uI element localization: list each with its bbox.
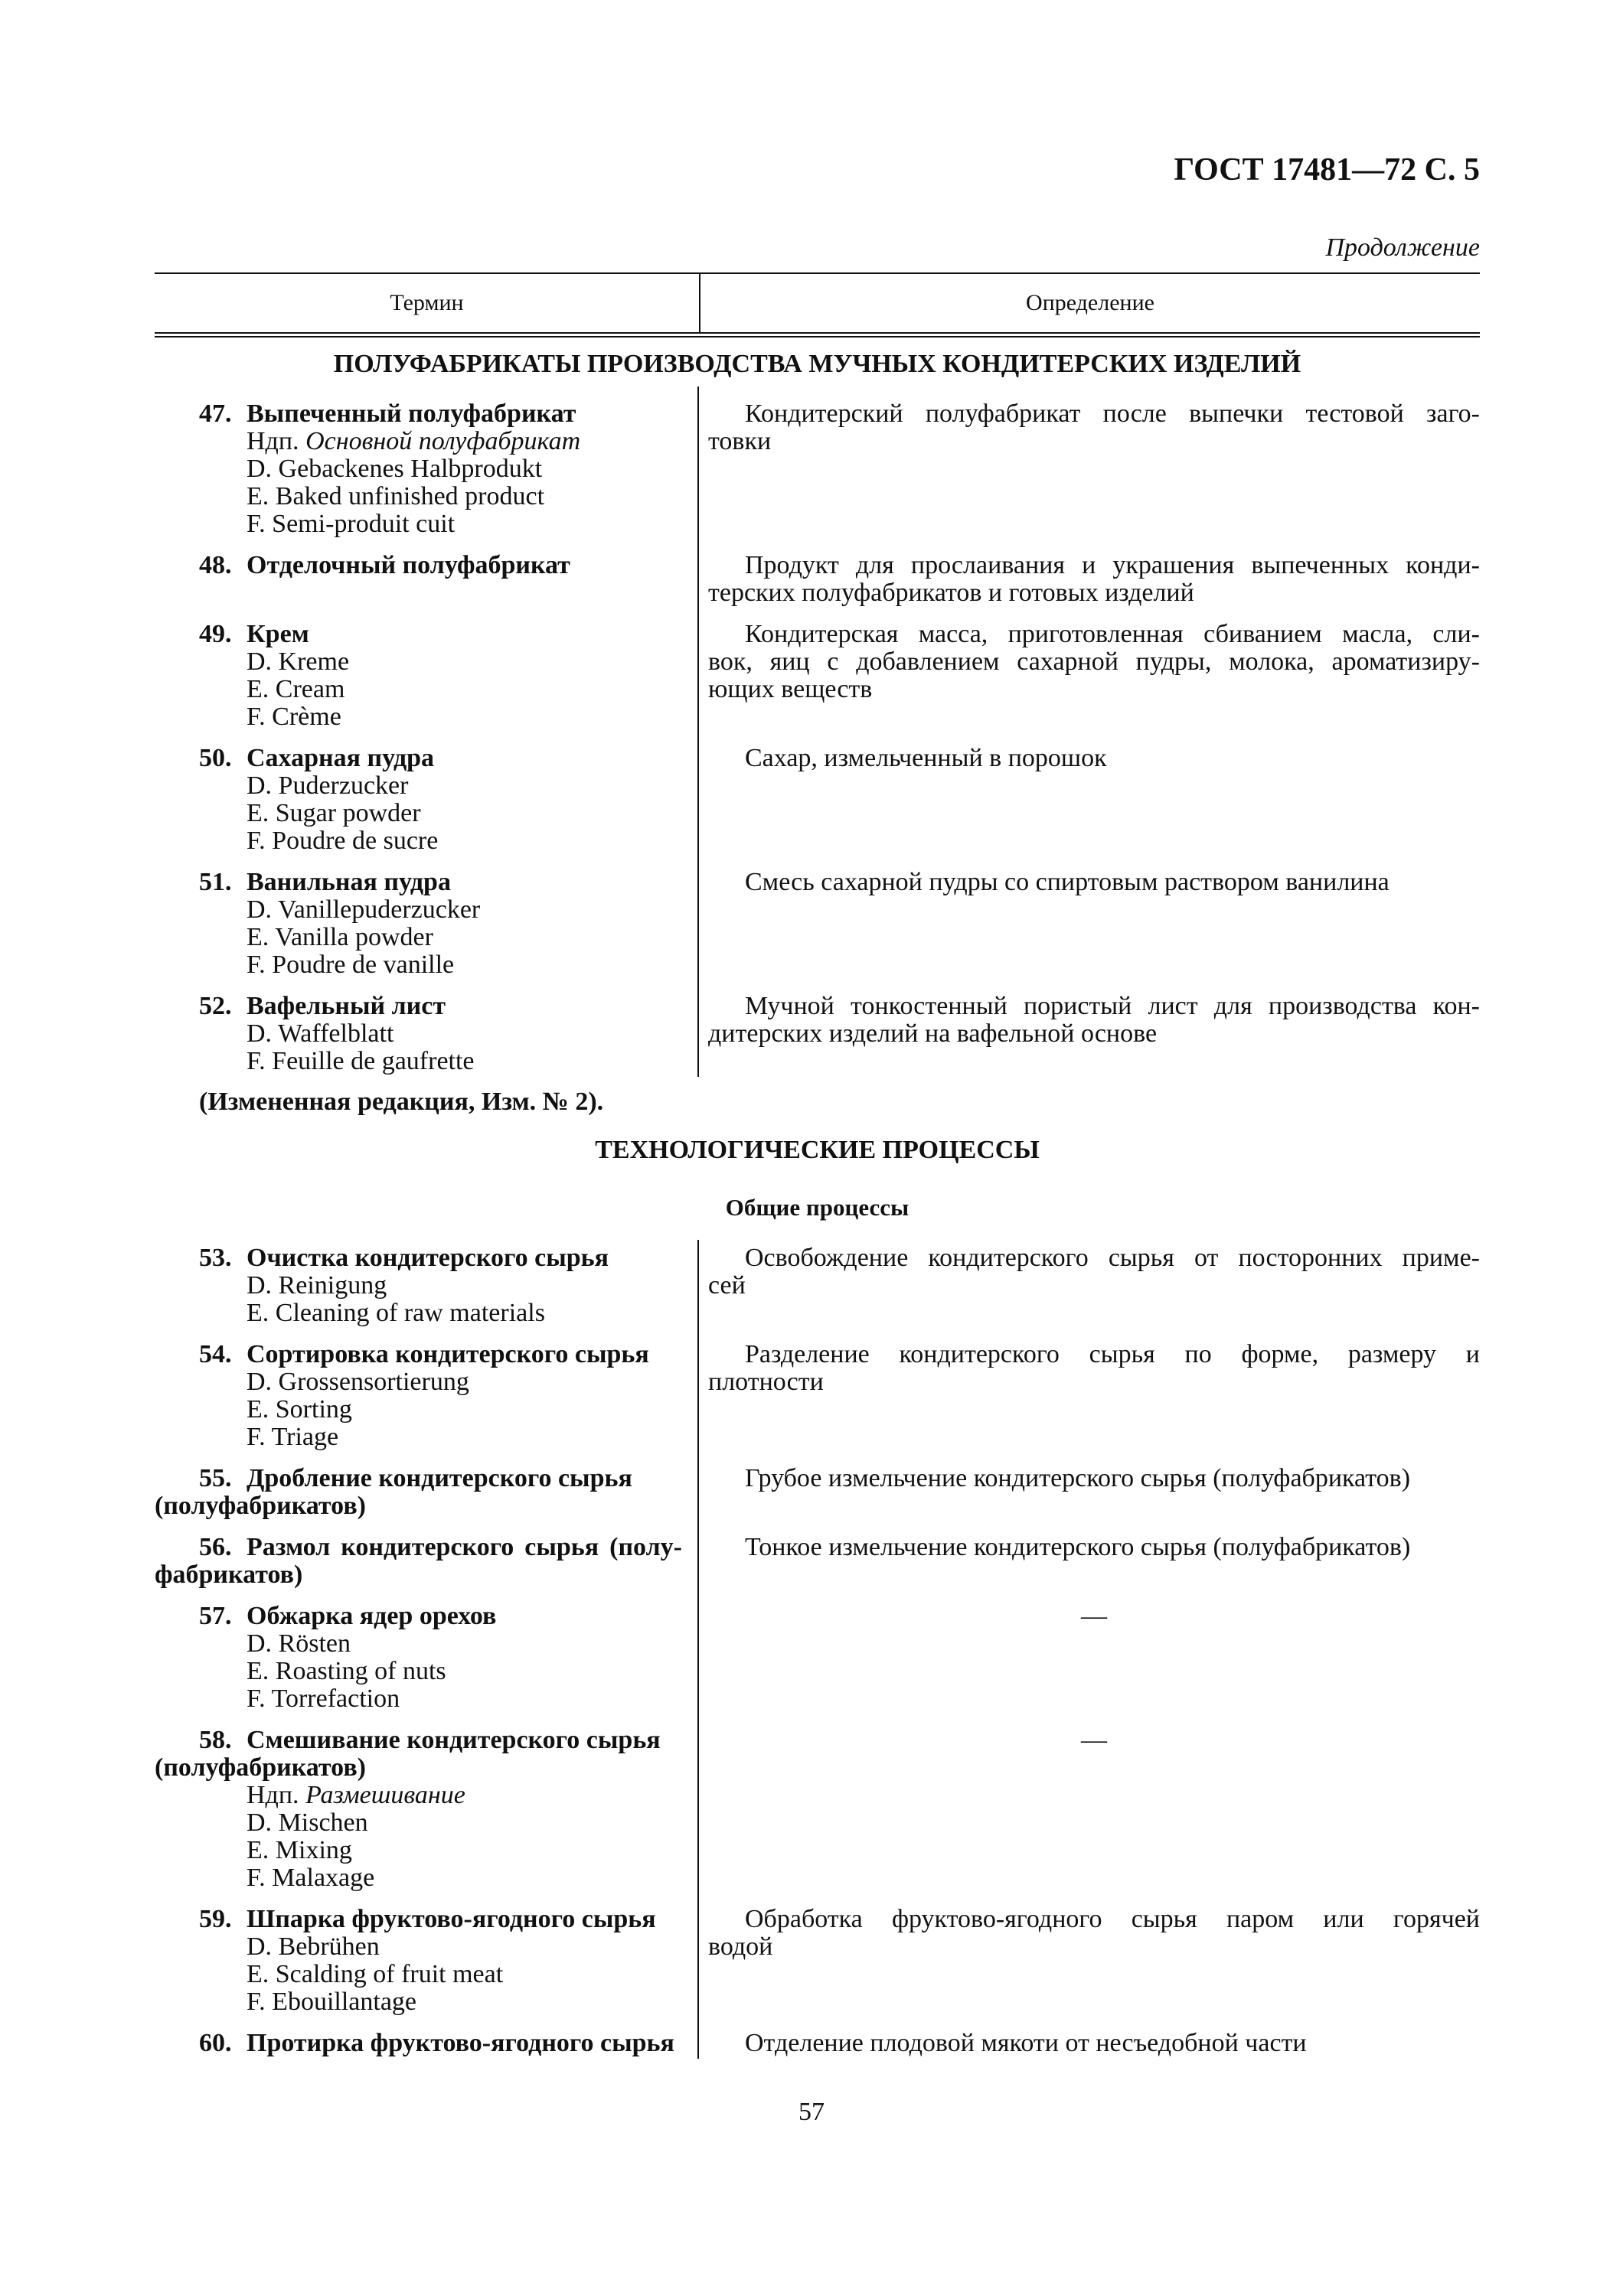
term-synonym	[155, 1300, 682, 1327]
term-name: Вафельный лист	[247, 992, 446, 1020]
table-header	[155, 272, 1480, 338]
column-header-term: Термин	[155, 274, 700, 332]
terms-table-section2	[155, 1244, 1480, 2057]
definition-cell	[699, 1906, 1480, 2016]
definition-line: Сахар, измельченный в порошок	[745, 744, 1107, 772]
term-synonym	[155, 1837, 682, 1864]
term-number: 57.	[199, 1602, 232, 1630]
synonym-text: D. Bebrühen	[247, 1932, 380, 1961]
term-synonym	[155, 896, 682, 924]
synonym-prefix: Ндп.	[247, 427, 299, 455]
synonym-text: F. Semi-produit cuit	[247, 510, 456, 538]
page-number: 57	[798, 2098, 825, 2126]
amendment-note: (Измененная редакция, Изм. № 2).	[199, 1088, 604, 1116]
definition-line: сей	[708, 1271, 746, 1300]
term-synonym	[155, 510, 682, 538]
term-line	[155, 1244, 682, 1272]
term-number: 56.	[199, 1533, 232, 1561]
definition-line: ющих веществ	[708, 675, 873, 703]
definition-cell	[699, 1341, 1480, 1451]
term-name: Выпеченный полуфабрикат	[247, 400, 576, 428]
term-number: 59.	[199, 1905, 232, 1933]
synonym-text: D. Grossensortierung	[247, 1368, 469, 1396]
term-cell	[155, 400, 699, 538]
term-cell	[155, 1244, 699, 1327]
definition-line: дитерских изделий на вафельной основе	[708, 1019, 1158, 1048]
term-line	[155, 400, 682, 428]
table-row	[155, 2030, 1480, 2057]
term-line	[155, 552, 682, 579]
continuation-label: Продолжение	[1325, 233, 1480, 262]
definition-line: Разделение кондитерского сырья по форме, размеру и	[745, 1340, 1480, 1368]
definition-line: Продукт для прослаивания и украшения выпеченных конди-	[745, 551, 1480, 579]
section-heading: ТЕХНОЛОГИЧЕСКИЕ ПРОЦЕССЫ	[595, 1136, 1040, 1164]
term-synonym	[155, 1272, 682, 1300]
synonym-text: D. Vanillepuderzucker	[247, 895, 481, 924]
definition-cell	[699, 1465, 1480, 1520]
synonym-text: E. Vanilla powder	[247, 923, 433, 951]
term-synonym	[155, 1685, 682, 1713]
table-row	[155, 869, 1480, 979]
synonym-text: D. Gebackenes Halbprodukt	[247, 455, 543, 483]
definition-line: плотности	[708, 1368, 824, 1396]
term-synonym	[155, 703, 682, 731]
table-row	[155, 993, 1480, 1075]
synonym-text: E. Cream	[247, 675, 345, 703]
term-line	[155, 1534, 682, 1561]
term-line	[155, 1341, 682, 1368]
table-row	[155, 1465, 1480, 1520]
synonym-text: E. Sugar powder	[247, 799, 421, 827]
terms-table-section1	[155, 400, 1480, 1075]
table-row	[155, 621, 1480, 731]
definition-cell	[699, 1534, 1480, 1589]
definition-line: Обработка фруктово-ягодного сырья паром или горячей	[745, 1905, 1480, 1933]
term-synonym	[155, 1988, 682, 2016]
term-name: Смешивание кондитерского сырья	[247, 1726, 661, 1754]
term-line	[155, 1727, 682, 1754]
term-number: 51.	[199, 868, 232, 896]
term-number: 55.	[199, 1464, 232, 1492]
definition-line: Освобождение кондитерского сырья от посторонних приме-	[745, 1244, 1480, 1272]
synonym-text: E. Cleaning of raw materials	[247, 1299, 545, 1327]
definition-line: водой	[708, 1932, 773, 1961]
term-number: 53.	[199, 1244, 232, 1272]
synonym-text: E. Mixing	[247, 1836, 352, 1864]
term-synonym	[155, 1020, 682, 1048]
term-cell	[155, 745, 699, 855]
term-cell	[155, 869, 699, 979]
table-row	[155, 1341, 1480, 1451]
term-cell	[155, 552, 699, 607]
synonym-text: D. Rösten	[247, 1629, 351, 1658]
synonym-text: E. Sorting	[247, 1395, 352, 1424]
definition-line: —	[1081, 1726, 1107, 1754]
term-line	[155, 2030, 682, 2057]
definition-cell	[699, 1603, 1480, 1713]
definition-cell	[699, 745, 1480, 855]
term-number: 48.	[199, 551, 232, 579]
term-synonym	[155, 1961, 682, 1988]
term-synonym	[155, 924, 682, 951]
definition-cell	[699, 993, 1480, 1075]
synonym-text: E. Roasting of nuts	[247, 1657, 446, 1685]
term-number: 50.	[199, 744, 232, 772]
term-synonym	[155, 1368, 682, 1396]
term-cell	[155, 621, 699, 731]
table-row	[155, 1603, 1480, 1713]
term-number: 54.	[199, 1340, 232, 1368]
table-row	[155, 1727, 1480, 1892]
definition-line: Кондитерская масса, приготовленная сбиванием масла, сли-	[745, 620, 1480, 648]
synonym-text: F. Torrefaction	[247, 1684, 400, 1713]
term-synonym	[155, 1658, 682, 1685]
term-synonym	[155, 648, 682, 676]
synonym-text: Размешивание	[305, 1781, 465, 1809]
definition-line: Смесь сахарной пудры со спиртовым раствором ванилина	[745, 868, 1390, 896]
term-line	[155, 1492, 682, 1520]
definition-cell	[699, 869, 1480, 979]
synonym-text: F. Ebouillantage	[247, 1988, 417, 2016]
synonym-text: F. Poudre de sucre	[247, 827, 439, 855]
term-synonym	[155, 800, 682, 827]
synonym-text: D. Reinigung	[247, 1271, 387, 1300]
term-line	[155, 1906, 682, 1933]
synonym-text: E. Scalding of fruit meat	[247, 1960, 504, 1988]
term-name: Отделочный полуфабрикат	[247, 551, 570, 579]
term-number: 49.	[199, 620, 232, 648]
synonym-text: D. Puderzucker	[247, 771, 409, 800]
synonym-text: D. Mischen	[247, 1808, 368, 1837]
term-name: Сахарная пудра	[247, 744, 435, 772]
term-number: 52.	[199, 992, 232, 1020]
term-name: (полуфабрикатов)	[155, 1492, 367, 1520]
term-synonym	[155, 1424, 682, 1451]
term-name: Сортировка кондитерского сырья	[247, 1340, 649, 1368]
term-name: (полуфабрикатов)	[155, 1753, 367, 1782]
term-line	[155, 1603, 682, 1630]
definition-line: Тонкое измельчение кондитерского сырья (полуфабрикатов)	[745, 1533, 1411, 1561]
definition-cell	[699, 1244, 1480, 1327]
definition-line: Мучной тонкостенный пористый лист для производства кон-	[745, 992, 1480, 1020]
synonym-text: Основной полуфабрикат	[305, 427, 581, 455]
term-name: Крем	[247, 620, 309, 648]
term-cell	[155, 2030, 699, 2057]
table-row	[155, 400, 1480, 538]
definition-cell	[699, 552, 1480, 607]
synonym-text: D. Waffelblatt	[247, 1019, 394, 1048]
term-cell	[155, 993, 699, 1075]
term-name: Очистка кондитерского сырья	[247, 1244, 609, 1272]
definition-line: товки	[708, 427, 772, 455]
definition-line: —	[1081, 1602, 1107, 1630]
table-row	[155, 1534, 1480, 1589]
table-row	[155, 552, 1480, 607]
term-line	[155, 621, 682, 648]
document-id-header: ГОСТ 17481—72 С. 5	[1174, 152, 1480, 188]
term-name: Шпарка фруктово-ягодного сырья	[247, 1905, 656, 1933]
term-synonym	[155, 483, 682, 510]
term-number: 60.	[199, 2029, 232, 2057]
synonym-text: F. Malaxage	[247, 1864, 375, 1892]
subsection-heading: Общие процессы	[725, 1194, 909, 1221]
synonym-text: F. Crème	[247, 703, 341, 731]
table-row	[155, 745, 1480, 855]
definition-line: Кондитерский полуфабрикат после выпечки тестовой заго-	[745, 400, 1480, 428]
term-line	[155, 869, 682, 896]
term-synonym	[155, 428, 682, 455]
definition-line: вок, яиц с добавлением сахарной пудры, молока, ароматизиру-	[708, 647, 1480, 676]
synonym-text: F. Feuille de gaufrette	[247, 1047, 475, 1075]
definition-cell	[699, 1727, 1480, 1892]
term-number: 47.	[199, 400, 232, 428]
term-cell	[155, 1727, 699, 1892]
table-row	[155, 1244, 1480, 1327]
term-name: Ванильная пудра	[247, 868, 451, 896]
term-name: фабрикатов)	[155, 1561, 303, 1589]
synonym-text: F. Poudre de vanille	[247, 951, 455, 979]
column-header-definition: Определение	[1026, 290, 1154, 315]
term-line	[155, 1465, 682, 1492]
table-row	[155, 1906, 1480, 2016]
synonym-text: D. Kreme	[247, 647, 350, 676]
term-synonym	[155, 455, 682, 483]
term-number: 58.	[199, 1726, 232, 1754]
term-cell	[155, 1603, 699, 1713]
term-synonym	[155, 1630, 682, 1658]
term-name: Протирка фруктово-ягодного сырья	[247, 2029, 674, 2057]
term-line	[155, 1561, 682, 1589]
section-heading: ПОЛУФАБРИКАТЫ ПРОИЗВОДСТВА МУЧНЫХ КОНДИТЕРСКИХ ИЗДЕЛИЙ	[333, 350, 1301, 378]
term-synonym	[155, 951, 682, 979]
term-synonym	[155, 772, 682, 800]
term-line	[155, 1754, 682, 1782]
synonym-text: E. Baked unfinished product	[247, 482, 545, 510]
term-cell	[155, 1534, 699, 1589]
term-synonym	[155, 827, 682, 855]
term-line	[155, 745, 682, 772]
term-cell	[155, 1465, 699, 1520]
term-cell	[155, 1906, 699, 2016]
definition-cell	[699, 2030, 1480, 2057]
term-name: Дробление кондитерского сырья	[247, 1464, 632, 1492]
term-name: Размол кондитерского сырья (полу-	[247, 1533, 682, 1561]
term-synonym	[155, 1396, 682, 1424]
definition-cell	[699, 621, 1480, 731]
term-synonym	[155, 1782, 682, 1809]
synonym-text: F. Triage	[247, 1423, 339, 1451]
definition-cell	[699, 400, 1480, 538]
definition-line: терских полуфабрикатов и готовых изделий	[708, 579, 1194, 607]
term-line	[155, 993, 682, 1020]
term-name: Обжарка ядер орехов	[247, 1602, 497, 1630]
term-synonym	[155, 1809, 682, 1837]
term-synonym	[155, 676, 682, 703]
definition-line: Грубое измельчение кондитерского сырья (полуфабрикатов)	[745, 1464, 1411, 1492]
synonym-prefix: Ндп.	[247, 1781, 299, 1809]
definition-line: Отделение плодовой мякоти от несъедобной части	[745, 2029, 1307, 2057]
term-synonym	[155, 1864, 682, 1892]
term-synonym	[155, 1933, 682, 1961]
term-synonym	[155, 1048, 682, 1075]
term-cell	[155, 1341, 699, 1451]
